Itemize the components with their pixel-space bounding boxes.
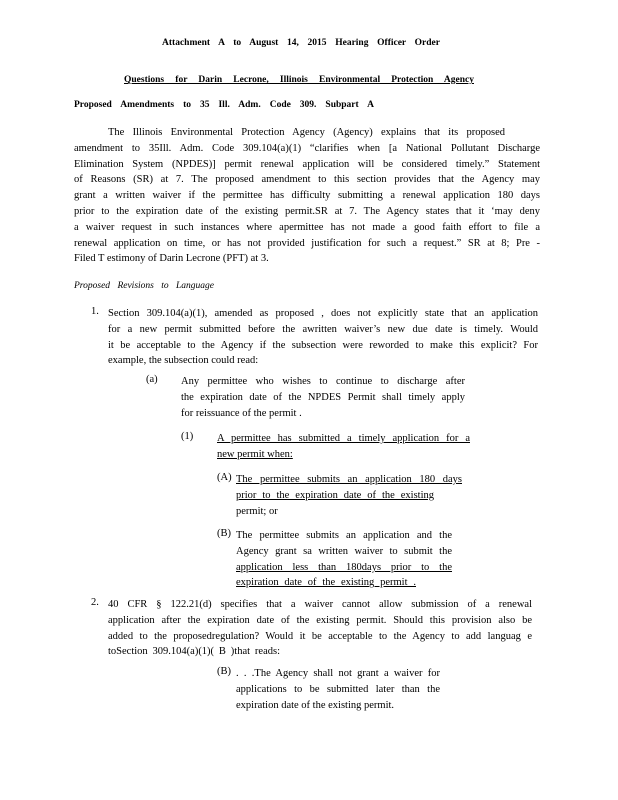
item-B-line: Agency grant sa written waiver to submit the (236, 545, 452, 557)
item-a-label: (a) (146, 374, 158, 385)
question-1-line: Section 309.104(a)(1), amended as proposed , does not explicitly state that an application (108, 308, 538, 319)
question-1-line: example, the subsection could read: (108, 355, 259, 367)
question-1-text (108, 306, 538, 369)
intro-line: of Reasons (SR) at 7. The proposed amendment to this section provides that the Agency may (74, 174, 540, 186)
item-B-line: expiration date of the existing permit . (236, 577, 416, 589)
item-A-text (236, 472, 462, 519)
intro-line: amendment to 35Ill. Adm. Code 309.104(a)(1) “clarifies when [a National Pollutant Discharge (74, 142, 540, 154)
intro-line: The Illinois Environmental Protection Agency (Agency) explains that its proposed (108, 127, 505, 138)
item-1-line: A permittee has submitted a timely application for a (217, 433, 470, 444)
item-B2-line: . . .The Agency shall not grant a waiver for (236, 668, 440, 679)
intro-line: renewal application on time, or has not provided justification for such a request.” SR at 8; Pre - (74, 237, 540, 249)
revisions-heading: Proposed Revisions to Language (74, 281, 214, 291)
question-2-line: added to the proposedregulation? Would it be acceptable to the Agency to add languag e (108, 630, 532, 642)
item-a-text (181, 374, 465, 421)
item-B-label: (B) (217, 528, 231, 539)
intro-line: Filed T estimony of Darin Lecrone (PFT) at 3. (74, 253, 269, 265)
item-B2-label: (B) (217, 666, 231, 677)
item-A-line: The permittee submits an application 180 days (236, 474, 462, 485)
question-2-text (108, 597, 532, 660)
item-1-line: new permit when: (217, 448, 293, 460)
question-1-line: for a new permit submitted before the awritten waiver’s new due date is timely. Would (108, 323, 538, 335)
item-A-line: permit; or (236, 505, 278, 517)
item-B-line: The permittee submits an application and the (236, 530, 452, 541)
item-A-line: prior to the expiration date of the existing (236, 489, 434, 501)
item-a-line: the expiration date of the NPDES Permit shall timely apply (181, 391, 465, 403)
intro-line: grant a written waiver if the permittee has difficulty submitting a renewal application 180 days (74, 190, 540, 202)
intro-paragraph (74, 125, 540, 267)
item-B2-text (236, 666, 440, 713)
item-B2-line: applications to be submitted later than the (236, 683, 440, 695)
attachment-title: Attachment A to August 14, 2015 Hearing Officer Order (162, 38, 440, 48)
question-2-line: toSection 309.104(a)(1)( B )that reads: (108, 646, 280, 658)
item-a-line: for reissuance of the permit . (181, 407, 302, 419)
item-B-text (236, 528, 452, 591)
intro-line: Elimination System (NPDES)] permit renewal application will be considered timely.” Statement (74, 158, 540, 170)
item-a-line: Any permittee who wishes to continue to discharge after (181, 376, 465, 387)
item-B2-line: expiration date of the existing permit. (236, 699, 395, 711)
intro-line: prior to the expiration date of the existing permit.SR at 7. The Agency states that it ‘may deny (74, 205, 540, 217)
item-1-label: (1) (181, 431, 194, 442)
question-2-number: 2. (91, 597, 99, 608)
question-2-line: application after the expiration date of the existing permit. Should this provision also be (108, 614, 532, 626)
question-1-number: 1. (91, 306, 99, 317)
question-2-line: 40 CFR § 122.21(d) specifies that a waiver cannot allow submission of a renewal (108, 599, 532, 610)
intro-line: a waiver request in such instances where apermittee has not made a good faith effort to file a (74, 221, 540, 233)
questions-heading: Questions for Darin Lecrone, Illinois Environmental Protection Agency (124, 75, 474, 85)
item-A-label: (A) (217, 472, 232, 483)
item-B-line: application less than 180days prior to the (236, 561, 452, 573)
item-1-text (217, 431, 470, 463)
question-1-line: it be acceptable to the Agency if the subsection were reworded to make this explicit? For (108, 339, 538, 351)
section-heading: Proposed Amendments to 35 Ill. Adm. Code 309. Subpart A (74, 100, 374, 110)
